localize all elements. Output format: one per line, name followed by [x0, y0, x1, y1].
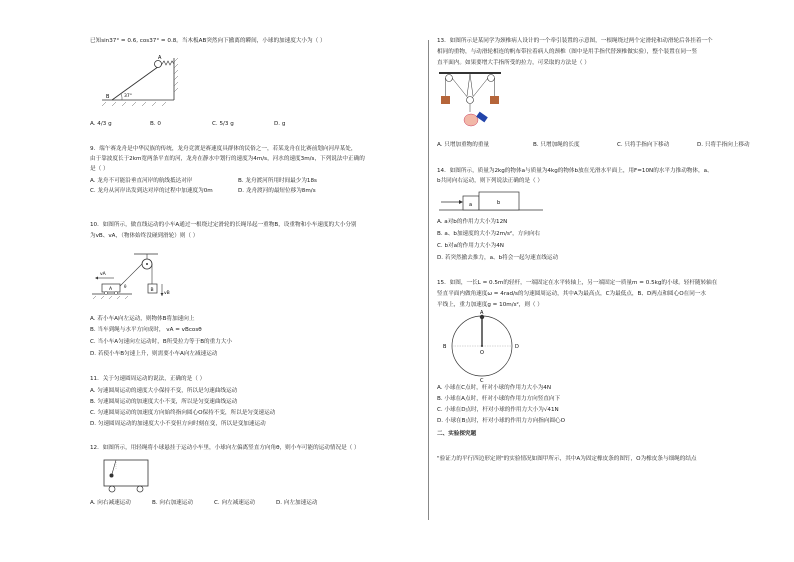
q11-choice-c: C. 匀速圆周运动的加速度方向始终指向圆心O保持不变，所以是匀变速运动 [90, 410, 276, 416]
q12-choice-d: D. 向左加速运动 [276, 500, 318, 506]
angle-label: 37° [124, 94, 132, 99]
q14-choice-c: C. b对a的作用力大小为4N [437, 243, 504, 249]
q10-line2: 为vB、vA，（物体始终没碰到滑轮）则（ ） [90, 233, 199, 239]
q9-choice-c: C. 龙舟从河岸出发到达对岸的过程中加速度为0m [90, 188, 213, 194]
weight-right [490, 96, 499, 104]
q15-line3: 平线上，重力加速度g = 10m/s²，则（ ） [437, 302, 543, 308]
q14-line2: b共同向右运动，则下列说法正确的是（ ） [437, 178, 544, 184]
q14-choice-a: A. a对b的作用力大小为12N [437, 219, 508, 225]
q15-line1: 15．如图，一长L = 0.5m的轻杆，一端固定在水平转轴上，另一端固定一质量m = 0.5kg的小球。轻杆随转轴在 [437, 280, 718, 286]
q14-line1: 14．如图所示，质量为2kg的物体a与质量为4kg的物体b放在光滑水平面上，用F=10N的水平力推动物体，a、 [437, 168, 713, 174]
q13-line3: 直平面内。如果要增大手指所受的拉力，可采取的方法是（ ） [437, 60, 590, 66]
va-label: vA [100, 272, 106, 277]
q9-line1: 9．端午赛龙舟是中华民族的传统，龙舟竞渡是赛速度具群体的民俗之一，若某龙舟在比赛前划向河岸某处， [90, 146, 357, 152]
q10-choice-b: B. 当车到绳与水平方向成时， vA = vBcosθ [90, 327, 202, 333]
experiment-text: "验证力的平行四边形定则"的实验情况如图甲所示，其中A为固定橡皮条的图钉，O为橡皮条与细绳的结点 [437, 456, 697, 462]
q11-stem: 11．关于匀速圆周运动的说法，正确的是（ ） [90, 376, 206, 382]
q13-choice-d: D. 只将手指向上移动 [697, 142, 750, 148]
q13-choice-b: B. 只增加绳的长度 [533, 142, 580, 148]
q9-choice-b: B. 龙舟渡河所用时间最少为18s [238, 178, 317, 184]
q11-choice-a: A. 匀速圆周运动的速度大小保持不变，所以是匀速曲线运动 [90, 388, 238, 394]
q14-choice-d: D. 若突然撤去推力，a、b将会一起匀速直线运动 [437, 255, 559, 261]
q15-choice-d: D. 小球在B点时，杆对小球的作用力方向指向圆心O [437, 418, 565, 424]
label-b: B [443, 344, 447, 350]
q13-line2: 相同的重物，与动滑轮相连的帆布带拉着病人的颈椎（图中是用手指代替颈椎做实验），整个装置在同一竖 [437, 49, 698, 55]
q8-figure [92, 54, 182, 106]
q8-choice-a: A. 4/3 g [90, 121, 112, 127]
q15-choice-a: A. 小球在C点时，杆对小球的作用力大小为4N [437, 385, 552, 391]
q10-choice-d: D. 若使小车B匀速上升，则需要小车A向左减速运动 [90, 351, 218, 357]
column-divider [428, 40, 429, 520]
hand [464, 114, 478, 126]
q15-line2: 竖直平面内做角速度ω = 4rad/s的匀速圆周运动，其中A为最高点，C为最低点，B、D两点和圆心O在同一水 [437, 291, 707, 297]
label-o: O [480, 350, 484, 356]
theta-label: θ [124, 284, 127, 289]
weight-label: B [150, 288, 154, 293]
q12-choice-c: C. 向左减速运动 [214, 500, 256, 506]
q12-stem: 12．如图所示，用轻绳将小球悬挂于运动小车里，小球向左偏离竖直方向角θ，则小车可能的运动情况是（ ） [90, 445, 360, 451]
label-a: A [158, 55, 162, 61]
q14-figure [437, 188, 547, 214]
moving-pulley [467, 97, 474, 104]
q10-choice-a: A. 若小车A向左运动，则物体B将加速向上 [90, 316, 195, 322]
q12-choice-a: A. 向右减速运动 [90, 500, 131, 506]
block-b-label: b [497, 200, 501, 206]
cart-box [104, 460, 148, 486]
section-heading: 二、实验探究题 [437, 431, 477, 437]
spring [162, 61, 174, 65]
ceiling [439, 72, 501, 74]
q9-choice-c-tail: 0m [203, 188, 213, 194]
incline-board [112, 64, 162, 100]
q15-choice-b: B. 小球在A点时，杆对小球的作用力方向竖直向下 [437, 396, 561, 402]
q13-choice-a: A. 只增加重物的重量 [437, 142, 490, 148]
weight-left [441, 96, 450, 104]
q13-figure [437, 70, 507, 136]
q9-choice-d: D. 龙舟渡河的最短位移为8m/s [238, 188, 316, 194]
q10-figure [92, 250, 182, 312]
q11-choice-d: D. 匀速圆周运动的加速度大小不变但方向时刻在变，所以是变加速运动 [90, 421, 266, 427]
vb-label: vB [164, 291, 170, 296]
q8-choice-b: B. 0 [150, 121, 161, 127]
q8-choice-c: C. 5/3 g [212, 121, 234, 127]
q9-choice-a: A. 龙舟不可能沿垂直河岸的航线抵达对岸 [90, 178, 193, 184]
q15-choice-c: C. 小球在D点时，杆对小球的作用力大小为√41N [437, 407, 559, 413]
label-b: B [106, 94, 110, 100]
label-c: C [480, 378, 484, 382]
label-d: D [515, 344, 519, 350]
q11-choice-b: B. 匀速圆周运动的加速度大小不变，所以是匀变速曲线运动 [90, 399, 238, 405]
ball [155, 61, 162, 68]
q10-line1: 10．如图所示，做直线运动的小车A通过一根绕过定滑轮的长绳吊起一重物B，设重物和小车速度的大小分别 [90, 222, 357, 228]
rope [120, 262, 144, 286]
q12-choice-b: B. 向右加速运动 [152, 500, 193, 506]
q15-figure [437, 310, 547, 382]
label-a: A [480, 310, 484, 316]
q13-line1: 13．如图所示是某同学为颈椎病人设计的一个牵引装置的示意图，一根绳绕过两个定滑轮和动滑轮后各挂着一个 [437, 38, 713, 44]
q8-stem: 已知sin37° = 0.6, cos37° = 0.8。当木板AB突然向下撤离的瞬间，小球的加速度大小为（ ） [90, 38, 326, 44]
block-a-label: a [469, 202, 473, 208]
q9-line3: 是（ ） [90, 166, 109, 172]
q14-choice-b: B. a、b加速度的大小为2m/s²，方向向右 [437, 231, 541, 237]
hanging-ball [110, 474, 114, 478]
q13-choice-c: C. 只将手指向下移动 [617, 142, 670, 148]
q12-figure [100, 456, 160, 496]
q10-choice-c: C. 当小车A匀速向左运动时，B所受拉力等于B的重力大小 [90, 339, 233, 345]
q8-choice-d: D. g [274, 121, 286, 127]
q9-line2: 由于靠波度长于2km宽两条平直的河，龙舟在静水中划行的速度为4m/s，河水的速度3m/s，下列说法中正确的 [90, 156, 365, 162]
cart-label: A [109, 287, 113, 292]
